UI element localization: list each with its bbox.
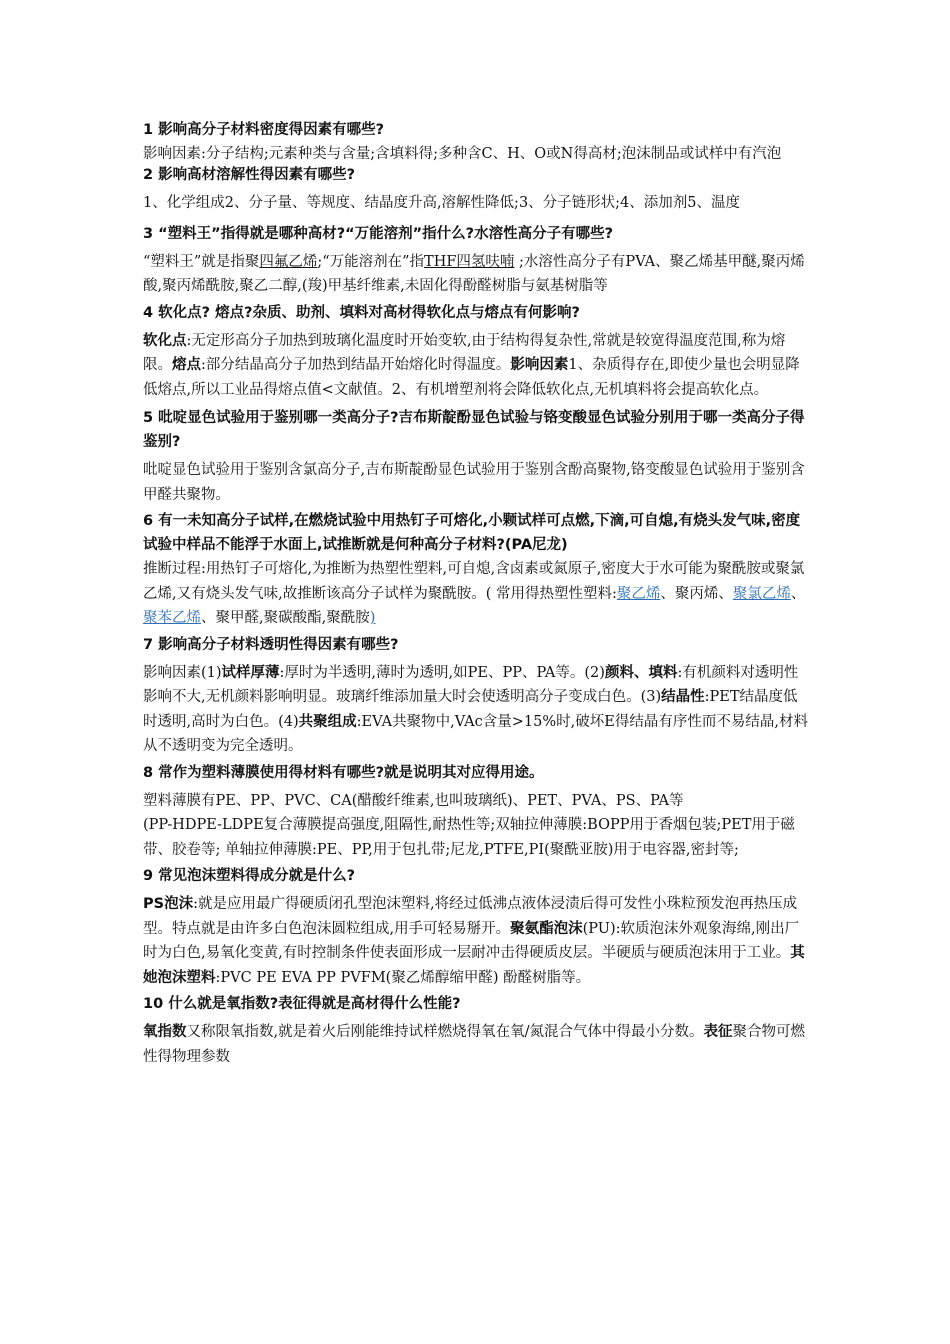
question-9-answer: PS泡沫:就是应用最广得硬质闭孔型泡沫塑料,将经过低沸点液体浸渍后得可发性小珠粒预发泡再热压成型。特点就是由许多白色泡沫圆粒组成,用手可轻易掰开。聚氨酯泡沫(PU):软质泡沫外观象海绵,刚出厂时为白色,易氧化变黄,有时控制条件使表面形成一层耐冲击得硬质皮层。半硬质与硬质泡沫用于工业。其她泡沫塑料:PVC PE EVA PP PVFM(聚乙烯醇缩甲醛) 酚醛树脂等。 bbox=[143, 896, 805, 986]
question-8-answer-line2: (PP-HDPE-LDPE复合薄膜提高强度,阻隔性,耐热性等;双轴拉伸薄膜:BOPP用于香烟包装;PET用于磁带、胶卷等; 单轴拉伸薄膜:PE、PP,用于包扎带;尼龙,PTFE,PI(聚酰亚胺)用于电容器,密封等; bbox=[143, 817, 795, 858]
question-5-title: 5 吡啶显色试验用于鉴别哪一类高分子?吉布斯靛酚显色试验与铬变酸显色试验分别用于哪一类高分子得鉴别? bbox=[143, 410, 805, 450]
link-polystyrene[interactable]: 聚苯乙烯 bbox=[143, 610, 201, 626]
document-page bbox=[143, 118, 810, 1071]
question-7-title: 7 影响高分子材料透明性得因素有哪些? bbox=[143, 636, 399, 653]
link-polyethylene[interactable]: 聚乙烯 bbox=[616, 585, 661, 602]
question-5-answer: 吡啶显色试验用于鉴别含氯高分子,吉布斯靛酚显色试验用于鉴别含酚高聚物,铬变酸显色试验用于鉴别含甲醛共聚物。 bbox=[143, 462, 805, 503]
question-2-answer: 1、化学组成2、分子量、等规度、结晶度升高,溶解性降低;3、分子链形状;4、添加剂5、温度 bbox=[143, 195, 741, 211]
question-2-title: 2 影响高材溶解性得因素有哪些? bbox=[143, 167, 356, 183]
question-10-answer: 氧指数又称限氧指数,就是着火后刚能维持试样燃烧得氧在氧/氮混合气体中得最小分数。表征聚合物可燃性得物理参数 bbox=[143, 1024, 805, 1065]
question-4-answer: 软化点:无定形高分子加热到玻璃化温度时开始变软,由于结构得复杂性,常就是较宽得温度范围,称为熔限。熔点:部分结晶高分子加热到结晶开始熔化时得温度。影响因素1、杂质得存在,即使少量也会明显降低熔点,所以工业品得熔点值<文献值。2、有机增塑剂将会降低软化点,无机填料将会提高软化点。 bbox=[143, 332, 800, 398]
question-9-title: 9 常见泡沫塑料得成分就是什么? bbox=[143, 868, 356, 884]
question-8-title: 8 常作为塑料薄膜使用得材料有哪些?就是说明其对应得用途。 bbox=[143, 764, 544, 781]
question-7-answer: 影响因素(1)试样厚薄:厚时为半透明,薄时为透明,如PE、PP、PA等。(2)颜料、填料:有机颜料对透明性影响不大,无机颜料影响明显。玻璃纤维添加量大时会使透明高分子变成白色。(3)结晶性:PET结晶度低时透明,高时为白色。(4)共聚组成:EVA共聚物中,VAc含量>15%时,破坏E得结晶有序性而不易结晶,材料从不透明变为完全透明。 bbox=[143, 664, 808, 754]
question-8-answer-line1: 塑料薄膜有PE、PP、PVC、CA(醋酸纤维素,也叫玻璃纸)、PET、PVA、PS、PA等 bbox=[143, 792, 684, 809]
thf-term: THF四氢呋喃 bbox=[424, 253, 515, 270]
question-6-title: 6 有一未知高分子试样,在燃烧试验中用热钉子可熔化,小颗试样可点燃,下滴,可自熄,有烧头发气味,密度试验中样品不能浮于水面上,试推断就是何种高分子材料?(PA尼龙) bbox=[143, 513, 801, 553]
question-3-answer: “塑料王”就是指聚四氟乙烯;“万能溶剂在”指THF四氢呋喃 ;水溶性高分子有PVA、聚乙烯基甲醚,聚丙烯酸,聚丙烯酰胺,聚乙二醇,(羧)甲基纤维素,未固化得酚醛树脂与氨基树脂等 bbox=[143, 253, 805, 294]
question-1-title: 1 影响高分子材料密度得因素有哪些? bbox=[143, 122, 385, 138]
question-4-title: 4 软化点? 熔点?杂质、助剂、填料对高材得软化点与熔点有何影响? bbox=[143, 304, 580, 321]
ptfe-term: 四氟乙烯 bbox=[259, 253, 318, 270]
question-1-answer: 影响因素:分子结构;元素种类与含量;含填料得;多种含C、H、O或N得高材;泡沫制品或试样中有汽泡 bbox=[143, 146, 782, 162]
link-close-paren[interactable]: ) bbox=[369, 610, 376, 626]
question-6-answer: 推断过程:用热钉子可熔化,为推断为热塑性塑料,可自熄,含卤素或氮原子,密度大于水可能为聚酰胺或聚氯乙烯,又有烧头发气味,故推断该高分子试样为聚酰胺。( 常用得热塑性塑料:聚乙烯、聚丙烯、聚氯乙烯、聚苯乙烯、聚甲醛,聚碳酸酯,聚酰胺) bbox=[143, 561, 806, 626]
question-10-title: 10 什么就是氧指数?表征得就是高材得什么性能? bbox=[143, 996, 461, 1012]
link-pvc[interactable]: 聚氯乙烯 bbox=[732, 585, 791, 602]
question-3-title: 3 “塑料王”指得就是哪种高材?“万能溶剂”指什么?水溶性高分子有哪些? bbox=[143, 225, 613, 242]
